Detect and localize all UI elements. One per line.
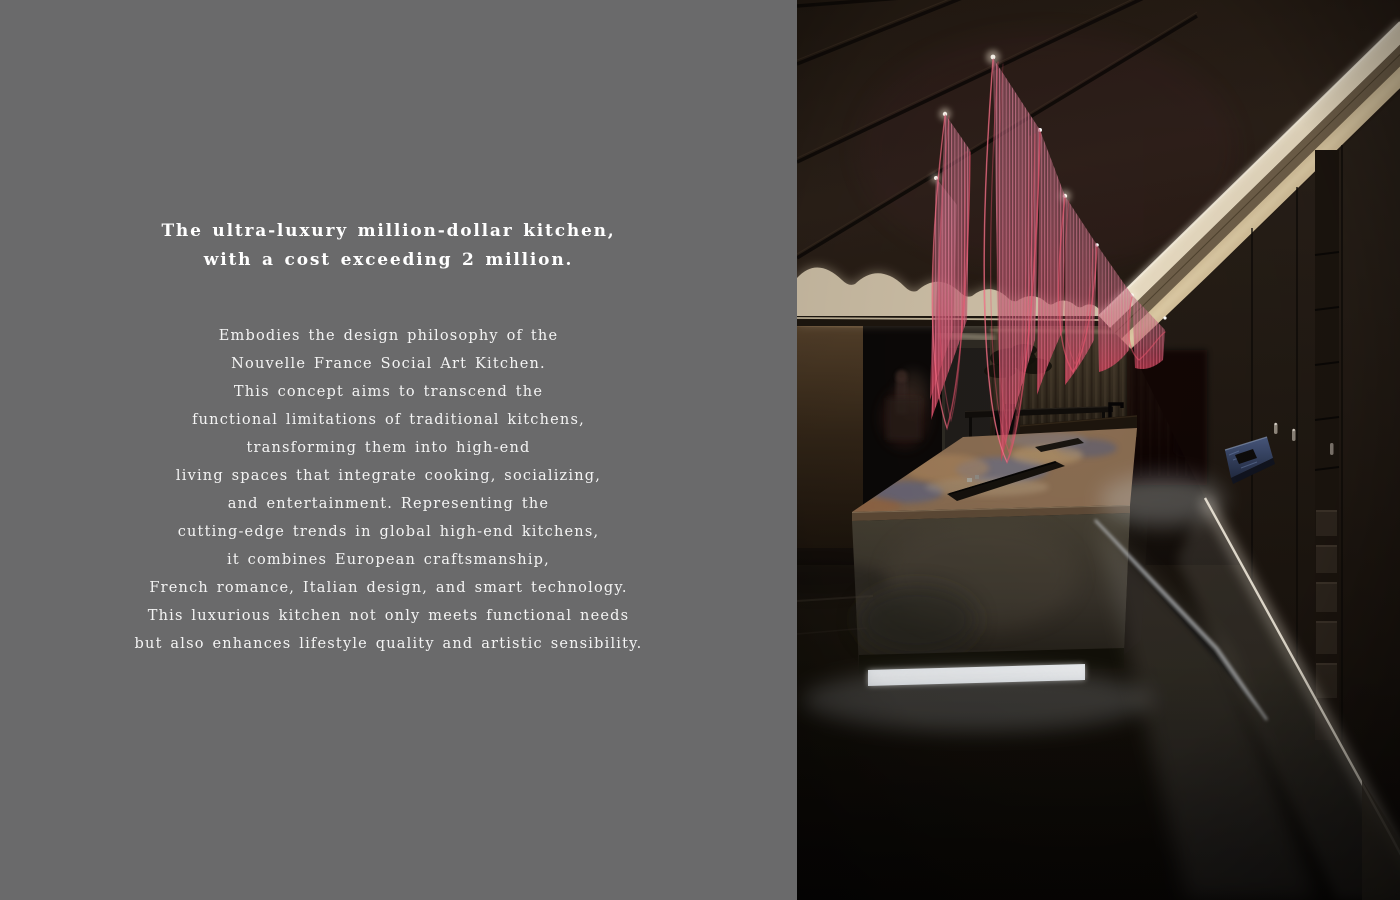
body-line: This luxurious kitchen not only meets functional needs (147, 608, 630, 624)
body-line: it combines European craftsmanship, (227, 552, 550, 568)
body-line: but also enhances lifestyle quality and artistic sensibility. (134, 636, 643, 652)
body-line: living spaces that integrate cooking, socializing, (175, 468, 602, 484)
title-line-1: The ultra-luxury million-dollar kitchen, (161, 221, 616, 242)
kitchen-photo (797, 0, 1400, 900)
body-line: functional limitations of traditional kitchens, (192, 412, 585, 428)
title-line-2: with a cost exceeding 2 million. (203, 250, 574, 271)
body-line: cutting-edge trends in global high-end kitchens, (177, 524, 600, 540)
body-line: This concept aims to transcend the (233, 384, 544, 400)
body-line: and entertainment. Representing the (227, 496, 550, 512)
body-line: transforming them into high-end (246, 440, 531, 456)
body-line: Embodies the design philosophy of the (218, 328, 559, 344)
page-title (0, 217, 787, 275)
description-paragraph (0, 322, 787, 658)
body-line: Nouvelle France Social Art Kitchen. (231, 356, 546, 372)
kitchen-photo-svg (797, 0, 1400, 900)
body-line: French romance, Italian design, and smart technology. (149, 580, 628, 596)
bottom-shade (797, 660, 1400, 900)
